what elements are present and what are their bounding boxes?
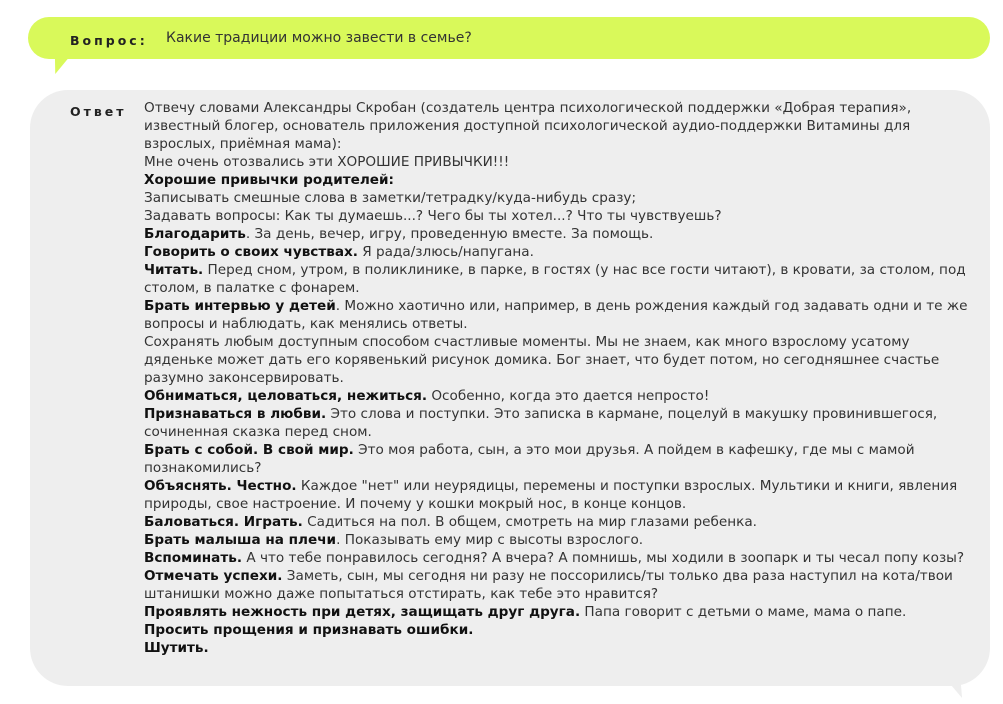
answer-line — [144, 261, 974, 297]
answer-line — [144, 387, 974, 405]
answer-line-bold: Брать интервью у детей — [144, 298, 336, 314]
answer-line-text: Это моя работа, сын, а это мои друзья. А пойдем в кафешку, где мы с мамой познакомились? — [144, 442, 915, 476]
answer-line-text: Перед сном, утром, в поликлинике, в парке, в гостях (у нас все гости читают), в кровати, за столом, под столом, в палатке с фонарем. — [144, 262, 966, 296]
answer-line-text: Садиться на пол. В общем, смотреть на мир глазами ребенка. — [302, 514, 757, 530]
answer-line — [144, 171, 974, 189]
answer-line — [144, 99, 974, 153]
answer-line — [144, 477, 974, 513]
answer-line-text: . Можно хаотично или, например, в день рождения каждый год задавать одни и те же вопросы и наблюдать, как менялись ответы. — [144, 298, 968, 332]
answer-line-bold: Объяснять. Честно. — [144, 478, 297, 494]
answer-line-text: Каждое "нет" или неурядицы, перемены и поступки взрослых. Мультики и книги, явления природы, свое настроение. И почему у кошки мокрый нос, в конце концов. — [144, 478, 958, 512]
answer-line — [144, 531, 974, 549]
answer-line — [144, 153, 974, 171]
answer-line-bold: Шутить. — [144, 640, 209, 656]
answer-line-bold: Брать с собой. В свой мир. — [144, 442, 354, 458]
answer-line-text: Мне очень отозвались эти ХОРОШИЕ ПРИВЫЧКИ!!! — [144, 154, 510, 170]
answer-line-bold: Проявлять нежность при детях, защищать друг друга. — [144, 604, 581, 620]
answer-line-text: Я рада/злюсь/напугана. — [357, 244, 534, 260]
answer-line-text: . За день, вечер, игру, проведенную вместе. За помощь. — [245, 226, 654, 242]
answer-line — [144, 567, 974, 603]
answer-line-bold: Хорошие привычки родителей: — [144, 172, 394, 188]
answer-line-bold: Признаваться в любви. — [144, 406, 327, 422]
answer-line-bold: Обниматься, целоваться, нежиться. — [144, 388, 428, 404]
question-label: Вопрос: — [70, 33, 148, 48]
answer-label: Ответ — [70, 104, 127, 119]
answer-line — [144, 441, 974, 477]
answer-line — [144, 243, 974, 261]
answer-line — [144, 513, 974, 531]
answer-line — [144, 549, 974, 567]
answer-line-text: Задавать вопросы: Как ты думаешь...? Чего бы ты хотел...? Что ты чувствуешь? — [144, 208, 722, 224]
answer-line-text: Особенно, когда это дается непросто! — [427, 388, 710, 404]
answer-line — [144, 333, 974, 387]
answer-line-text: Записывать смешные слова в заметки/тетрадку/куда-нибудь сразу; — [144, 190, 637, 206]
answer-line-bold: Баловаться. Играть. — [144, 514, 303, 530]
answer-line — [144, 639, 974, 657]
answer-line-text: Это слова и поступки. Это записка в кармане, поцелуй в макушку провинившегося, сочиненная сказка перед сном. — [144, 406, 938, 440]
answer-line — [144, 621, 974, 639]
answer-line-text: Отвечу словами Александры Скробан (создатель центра психологической поддержки «Добрая терапия», известный блогер, основатель приложения доступной психологической аудио-поддержки Витамины для взрослых, приёмная мама): — [144, 100, 912, 152]
answer-line-bold: Брать малыша на плечи — [144, 532, 337, 548]
answer-line — [144, 189, 974, 207]
answer-line-text: . Показывать ему мир с высоты взрослого. — [336, 532, 644, 548]
answer-line-bold: Просить прощения и признавать ошибки. — [144, 622, 474, 638]
question-text: Какие традиции можно завести в семье? — [166, 30, 472, 46]
answer-line-text: Заметь, сын, мы сегодня ни разу не поссорились/ты только два раза наступил на кота/твои штанишки можно даже попытаться отстирать, как тебе это нравится? — [144, 568, 953, 602]
answer-line-text: А что тебе понравилось сегодня? А вчера? А помнишь, мы ходили в зоопарк и ты чесал попу козы? — [242, 550, 965, 566]
answer-body — [144, 99, 974, 657]
answer-line — [144, 603, 974, 621]
answer-line — [144, 207, 974, 225]
answer-line — [144, 297, 974, 333]
answer-line-bold: Благодарить — [144, 226, 246, 242]
answer-line-bold: Говорить о своих чувствах. — [144, 244, 358, 260]
answer-line-bold: Читать. — [144, 262, 204, 278]
answer-line — [144, 225, 974, 243]
answer-line-bold: Отмечать успехи. — [144, 568, 283, 584]
answer-line-text: Папа говорит с детьми о маме, мама о папе. — [580, 604, 907, 620]
answer-line-text: Сохранять любым доступным способом счастливые моменты. Мы не знаем, как много взрослому усатому дяденьке может дать его корявенький рисунок домика. Бог знает, что будет потом, но сегодняшнее счастье разумно законсервировать. — [144, 334, 940, 386]
answer-line — [144, 405, 974, 441]
answer-line-bold: Вспоминать. — [144, 550, 242, 566]
